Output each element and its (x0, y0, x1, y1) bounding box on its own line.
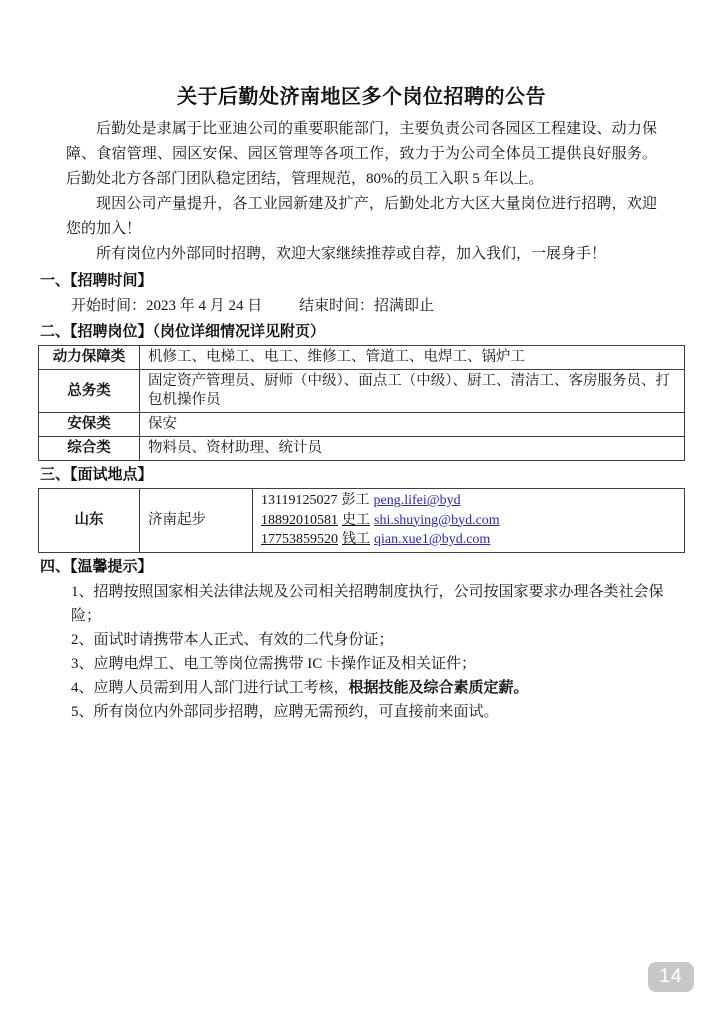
end-time-value: 结束时间：招满即止 (299, 298, 435, 314)
contact-phone: 17753859520 (261, 532, 338, 547)
section-heading-venue: 三、【面试地点】 (40, 466, 153, 483)
category-cell: 安保类 (39, 413, 140, 437)
category-cell: 总务类 (39, 370, 140, 413)
venue-table (38, 488, 685, 553)
page-number-badge: 14 (648, 962, 694, 992)
page-title: 关于后勤处济南地区多个岗位招聘的公告 (177, 86, 546, 108)
contact-name: 史工 (342, 512, 370, 528)
contacts-cell (253, 489, 685, 553)
section-heading-tips: 四、【温馨提示】 (40, 557, 153, 575)
positions-cell: 保安 (140, 413, 685, 437)
section-heading-recruit-time: 一、【招聘时间】 (40, 272, 153, 289)
table-row (39, 413, 685, 437)
contact-email-link[interactable]: shi.shuying@byd.com (374, 512, 500, 528)
positions-cell: 机修工、电梯工、电工、维修工、管道工、电焊工、锅炉工 (140, 346, 685, 370)
province-cell: 山东 (39, 489, 140, 553)
contact-email-link[interactable]: qian.xue1@byd.com (374, 532, 491, 547)
positions-cell: 固定资产管理员、厨师（中级）、面点工（中级）、厨工、清洁工、客房服务员、打包机操作员 (140, 370, 685, 413)
category-cell: 综合类 (39, 437, 140, 461)
tip-text: 4、应聘人员需到用人部门进行试工考核， (71, 679, 349, 696)
tip-item (71, 700, 685, 724)
tip-text: 1、招聘按照国家相关法律法规及公司相关招聘制度执行，公司按国家要求办理各类社会保险； (71, 583, 664, 624)
location-cell: 济南起步 (140, 489, 253, 553)
intro-paragraph-1: 后勤处是隶属于比亚迪公司的重要职能部门，主要负责公司各园区工程建设、动力保障、食宿管理、园区安保、园区管理等各项工作，致力于为公司全体员工提供良好服务。后勤处北方各部门团队稳定团结，管理规范，80%的员工入职 5 年以上。 (66, 121, 657, 187)
section-heading-positions: 二、【招聘岗位】（岗位详细情况详见附页） (40, 323, 326, 340)
recruit-time-line (71, 294, 685, 318)
contact-phone: 18892010581 (261, 512, 338, 528)
tip-bold-text: 根据技能及综合素质定薪。 (348, 678, 529, 696)
tip-item (71, 676, 685, 700)
positions-cell: 物料员、资材助理、统计员 (140, 437, 685, 461)
contact-row (261, 491, 676, 511)
tip-item (71, 628, 685, 652)
tip-text: 3、应聘电焊工、电工等岗位需携带 IC 卡操作证及相关证件； (71, 655, 477, 672)
contact-phone: 13119125027 (261, 493, 338, 508)
table-row (39, 370, 685, 413)
table-row (39, 489, 685, 553)
intro-paragraph-3: 所有岗位内外部同时招聘，欢迎大家继续推荐或自荐，加入我们，一展身手！ (96, 246, 607, 262)
contact-email-link[interactable]: peng.lifei@byd (373, 493, 461, 508)
table-row (39, 437, 685, 461)
contact-row (261, 530, 676, 550)
intro-paragraph-2: 现因公司产量提升，各工业园新建及扩产，后勤处北方大区大量岗位进行招聘，欢迎您的加入！ (66, 196, 657, 237)
contact-name: 钱工 (342, 532, 370, 547)
contact-row (261, 511, 676, 531)
tip-item (71, 652, 685, 676)
contact-name: 彭工 (341, 493, 370, 508)
positions-table (38, 345, 685, 461)
category-cell: 动力保障类 (39, 346, 140, 370)
tip-text: 2、面试时请携带本人正式、有效的二代身份证； (71, 631, 394, 648)
table-row (39, 346, 685, 370)
tips-list (71, 580, 685, 724)
start-time-value: 开始时间：2023 年 4 月 24 日 (71, 298, 263, 314)
tip-text: 5、所有岗位内外部同步招聘，应聘无需预约，可直接前来面试。 (71, 703, 499, 720)
tip-item (71, 580, 685, 628)
